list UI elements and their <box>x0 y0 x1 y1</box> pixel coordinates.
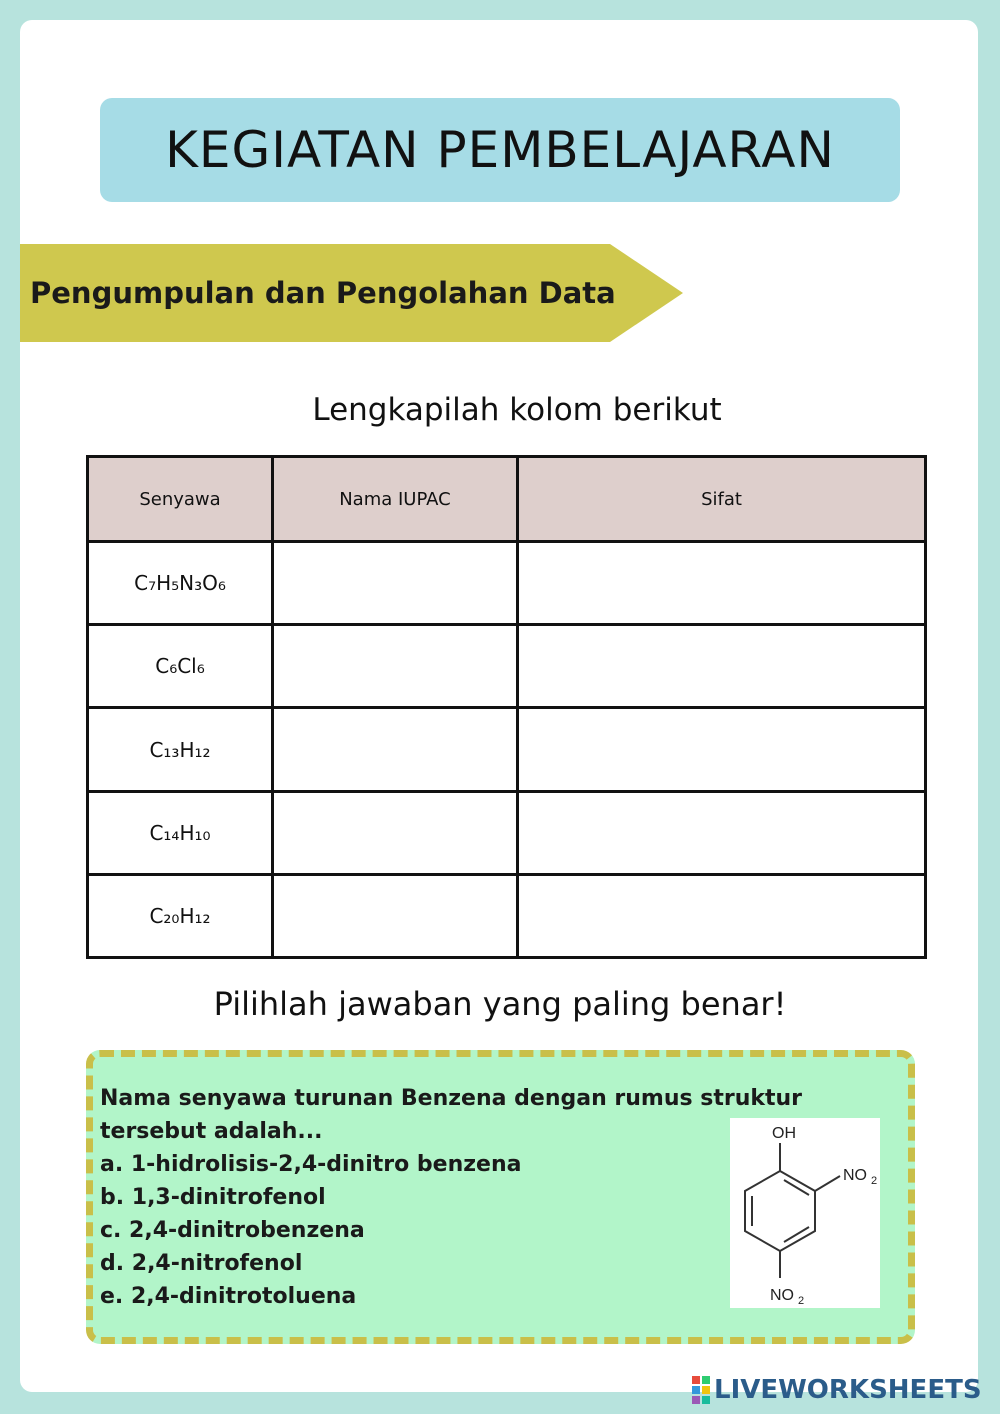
cell-sifat-input[interactable] <box>518 708 926 791</box>
quiz-content <box>100 1082 803 1313</box>
header-nama-iupac: Nama IUPAC <box>273 457 518 542</box>
header-sifat: Sifat <box>518 457 926 542</box>
cell-nama-iupac-input[interactable] <box>273 708 518 791</box>
table-row <box>88 791 926 874</box>
table-header-row <box>88 457 926 542</box>
no2-right-subscript: 2 <box>871 1175 878 1187</box>
table-row <box>88 708 926 791</box>
logo-text: LIVEWORKSHEETS <box>714 1375 982 1405</box>
structure-diagram <box>730 1118 880 1308</box>
quiz-option-a[interactable]: a. 1-hidrolisis-2,4-dinitro benzena <box>100 1152 522 1177</box>
cell-senyawa: C₆Cl₆ <box>88 625 273 708</box>
quiz-option-c[interactable]: c. 2,4-dinitrobenzena <box>100 1218 365 1243</box>
table-instruction-text: Lengkapilah kolom berikut <box>312 392 722 428</box>
quiz-option-b[interactable]: b. 1,3-dinitrofenol <box>100 1185 326 1210</box>
liveworksheets-logo[interactable] <box>692 1372 982 1408</box>
section-banner-label: Pengumpulan dan Pengolahan Data <box>30 276 616 310</box>
title-box <box>100 98 900 202</box>
cell-senyawa: C₁₃H₁₂ <box>88 708 273 791</box>
cell-sifat-input[interactable] <box>518 625 926 708</box>
quiz-option-d[interactable]: d. 2,4-nitrofenol <box>100 1251 303 1276</box>
cell-sifat-input[interactable] <box>518 874 926 957</box>
cell-senyawa: C₂₀H₁₂ <box>88 874 273 957</box>
cell-nama-iupac-input[interactable] <box>273 625 518 708</box>
no2-bottom-label: NO <box>770 1287 794 1304</box>
quiz-instruction: Pilihlah jawaban yang paling benar! <box>213 985 787 1023</box>
section-banner <box>20 244 685 342</box>
compound-table <box>86 455 927 959</box>
quiz-option-e[interactable]: e. 2,4-dinitrotoluena <box>100 1284 357 1309</box>
cell-senyawa: C₇H₅N₃O₆ <box>88 542 273 625</box>
cell-senyawa: C₁₄H₁₀ <box>88 791 273 874</box>
cell-nama-iupac-input[interactable] <box>273 874 518 957</box>
table-instruction <box>0 392 1000 428</box>
table-row <box>88 874 926 957</box>
table-row <box>88 625 926 708</box>
cell-nama-iupac-input[interactable] <box>273 791 518 874</box>
page-title: KEGIATAN PEMBELAJARAN <box>165 121 835 179</box>
cell-sifat-input[interactable] <box>518 791 926 874</box>
logo-blocks-icon <box>692 1376 710 1404</box>
no2-right-label: NO <box>843 1167 867 1184</box>
cell-sifat-input[interactable] <box>518 542 926 625</box>
table-row <box>88 542 926 625</box>
no2-bottom-subscript: 2 <box>798 1295 805 1307</box>
cell-nama-iupac-input[interactable] <box>273 542 518 625</box>
quiz-question-line: Nama senyawa turunan Benzena dengan rumus struktur <box>100 1086 803 1111</box>
quiz-question-line: tersebut adalah... <box>100 1119 323 1144</box>
header-senyawa: Senyawa <box>88 457 273 542</box>
oh-label: OH <box>772 1125 796 1142</box>
dinitrophenol-structure <box>730 1118 880 1308</box>
